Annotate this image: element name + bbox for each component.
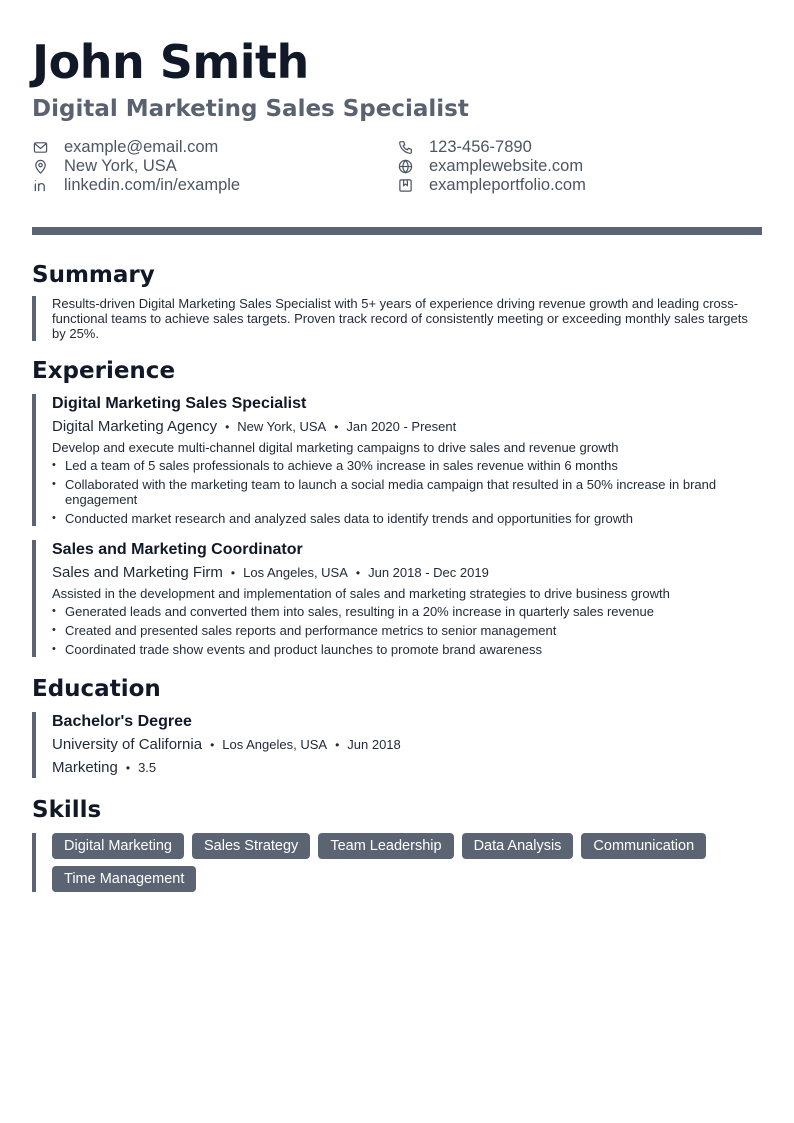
skills-heading: Skills — [32, 797, 102, 823]
job-bullets — [52, 458, 762, 526]
skill-chip: Time Management — [52, 866, 196, 892]
job-entry — [32, 540, 762, 657]
contact-website-text: examplewebsite.com — [429, 157, 584, 175]
education-entry — [32, 712, 762, 778]
resume-page — [32, 34, 762, 892]
skill-chips — [52, 833, 764, 892]
contact-email-text: example@email.com — [64, 138, 219, 156]
job-title: Sales and Marketing Coordinator — [52, 541, 303, 558]
job-bullet: • Created and presented sales reports and performance metrics to senior management — [52, 623, 762, 638]
contact-location — [32, 157, 397, 176]
phone-icon — [397, 140, 413, 156]
skill-chip: Sales Strategy — [192, 833, 310, 859]
school: University of California — [52, 736, 203, 753]
job-location: New York, USA — [237, 419, 327, 434]
skill-chip: Team Leadership — [318, 833, 453, 859]
job-bullet: • Conducted market research and analyzed sales data to identify trends and opportunities for growth — [52, 511, 762, 526]
mail-icon — [32, 140, 48, 156]
job-description: Assisted in the development and implementation of sales and marketing strategies to drive business growth — [52, 586, 670, 601]
separator-dot: • — [355, 566, 361, 580]
graduation-date: Jun 2018 — [347, 737, 401, 752]
contact-phone[interactable] — [397, 138, 762, 157]
location-pin-icon — [32, 159, 48, 175]
job-title: Digital Marketing Sales Specialist — [52, 395, 307, 412]
globe-icon — [397, 159, 413, 175]
contact-portfolio[interactable] — [397, 176, 762, 195]
skill-chip: Digital Marketing — [52, 833, 184, 859]
experience-heading: Experience — [32, 358, 176, 384]
job-bullet: • Generated leads and converted them into sales, resulting in a 20% increase in quarterly sales revenue — [52, 604, 762, 619]
separator-dot: • — [335, 738, 340, 752]
field-of-study: Marketing — [52, 759, 118, 776]
job-bullet: • Coordinated trade show events and product launches to promote brand awareness — [52, 642, 762, 657]
contact-portfolio-text: exampleportfolio.com — [429, 176, 586, 194]
summary-text: Results-driven Digital Marketing Sales Specialist with 5+ years of experience driving revenue growth and leading cross-functional teams to achieve sales targets. Proven track record of consistently meeting or exceeding monthly sales targets by 25%. — [52, 296, 748, 341]
job-location: Los Angeles, USA — [243, 565, 348, 580]
contact-linkedin[interactable] — [32, 176, 397, 195]
summary-heading: Summary — [32, 262, 155, 288]
school-location: Los Angeles, USA — [222, 737, 328, 752]
portfolio-icon — [397, 178, 413, 194]
education-field-meta — [52, 758, 762, 778]
degree: Bachelor's Degree — [52, 713, 192, 730]
candidate-title: Digital Marketing Sales Specialist — [32, 96, 469, 122]
job-meta — [52, 563, 762, 583]
contact-email[interactable] — [32, 138, 397, 157]
education-meta — [52, 735, 762, 755]
job-bullet: • Collaborated with the marketing team to launch a social media campaign that resulted in a 50% increase in brand engagement — [52, 477, 762, 507]
contact-linkedin-text: linkedin.com/in/example — [64, 176, 241, 194]
separator-dot: • — [225, 420, 230, 434]
header-divider — [32, 227, 762, 235]
skill-chip: Communication — [581, 833, 706, 859]
candidate-name: John Smith — [32, 35, 309, 89]
job-dates: Jan 2020 - Present — [346, 419, 457, 434]
contact-list — [32, 138, 762, 195]
contact-website[interactable] — [397, 157, 762, 176]
job-description: Develop and execute multi-channel digital marketing campaigns to drive sales and revenue growth — [52, 440, 619, 455]
job-company: Sales and Marketing Firm — [52, 564, 223, 581]
skill-chip: Data Analysis — [462, 833, 574, 859]
job-bullet: • Led a team of 5 sales professionals to achieve a 30% increase in sales revenue within 6 months — [52, 458, 762, 473]
separator-dot: • — [230, 566, 236, 580]
linkedin-icon — [32, 178, 48, 194]
separator-dot: • — [125, 761, 131, 775]
separator-dot: • — [210, 738, 215, 752]
contact-phone-text: 123-456-7890 — [429, 138, 532, 156]
job-meta — [52, 417, 762, 437]
job-entry — [32, 394, 762, 526]
education-heading: Education — [32, 676, 161, 702]
gpa: 3.5 — [138, 760, 157, 775]
job-bullets — [52, 604, 762, 657]
separator-dot: • — [334, 420, 339, 434]
skills-block — [32, 833, 762, 892]
summary-block — [32, 296, 762, 341]
contact-location-text: New York, USA — [64, 157, 177, 175]
job-dates: Jun 2018 - Dec 2019 — [368, 565, 489, 580]
job-company: Digital Marketing Agency — [52, 418, 218, 435]
